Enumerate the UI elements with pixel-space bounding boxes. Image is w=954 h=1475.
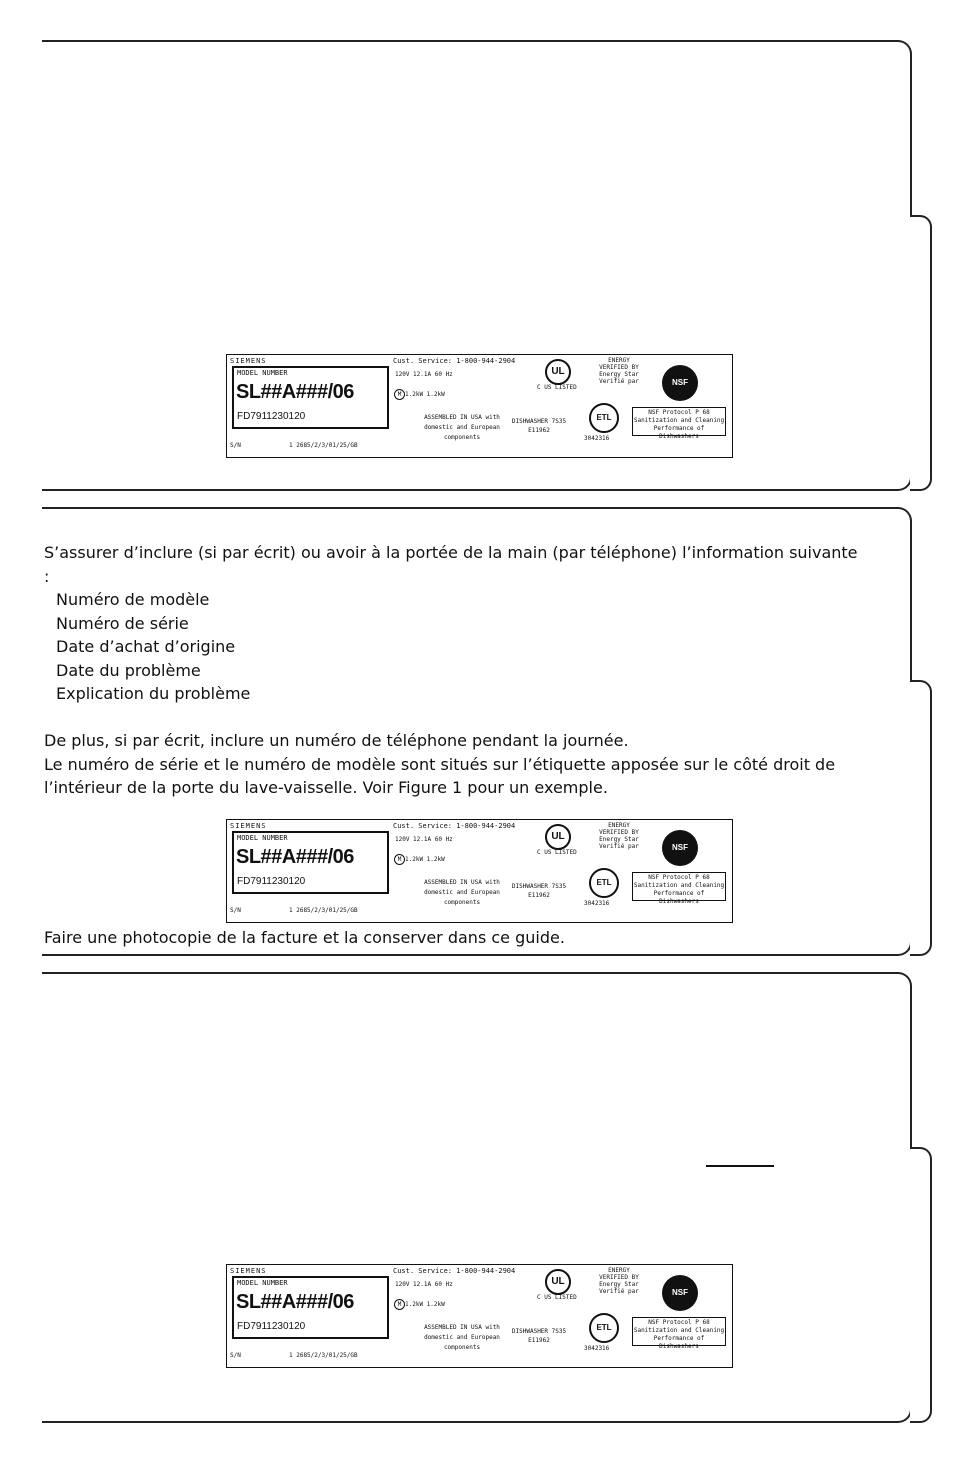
label-nsf-text: NSF Protocol P 68 Sanitization and Cleaning Performance of Dishwashers [633, 874, 725, 905]
photocopy-caption: Faire une photocopie de la facture et la conserver dans ce guide. [44, 928, 565, 947]
label-serial-label: S/N [230, 907, 241, 914]
blank-underline [706, 1165, 774, 1167]
label-model-box [232, 831, 389, 894]
label-etl-code: 3042316 [584, 1345, 610, 1352]
info-list [44, 588, 864, 706]
label-fd-number: FD7911230120 [237, 411, 306, 422]
list-item: Numéro de série [56, 613, 189, 633]
label-nsf-text: NSF Protocol P 68 Sanitization and Cleaning Performance of Dishwashers [633, 1319, 725, 1350]
label-energy: ENERGY VERIFIED BY Energy Star Verifié par [599, 822, 639, 850]
label-nsf-text: NSF Protocol P 68 Sanitization and Cleaning Performance of Dishwashers [633, 409, 725, 440]
label-customer-service: Cust. Service: 1-800-944-2904 [393, 822, 516, 830]
nsf-logo-icon: NSF [662, 365, 698, 401]
label-tested: DISHWASHER 7S35 E11962 [511, 418, 567, 434]
label-spec-line1: 120V 12.1A 60 Hz [395, 836, 453, 843]
label-tested: DISHWASHER 7S35 E11962 [511, 883, 567, 899]
label-customer-service: Cust. Service: 1-800-944-2904 [393, 357, 516, 365]
nsf-logo-icon: NSF [662, 830, 698, 866]
label-etl-code: 3042316 [584, 435, 610, 442]
etl-logo-icon: ETL [589, 868, 619, 898]
label-spec-line2: 1.2kW 1.2kW [405, 391, 445, 398]
label-model-number: SL##A###/06 [236, 846, 354, 868]
label-fd-number: FD7911230120 [237, 1321, 306, 1332]
rating-label-2 [226, 819, 733, 923]
rating-label-1 [226, 354, 733, 458]
ul-logo-icon: UL [545, 824, 571, 850]
label-customer-service: Cust. Service: 1-800-944-2904 [393, 1267, 516, 1275]
ul-logo-icon: UL [545, 359, 571, 385]
label-model-box [232, 366, 389, 429]
label-serial-label: S/N [230, 1352, 241, 1359]
label-assembly-notice: ASSEMBLED IN USA with domestic and European components [424, 1324, 500, 1351]
m-symbol-icon: M [394, 854, 405, 865]
label-serial-label: S/N [230, 442, 241, 449]
label-energy: ENERGY VERIFIED BY Energy Star Verifié par [599, 1267, 639, 1295]
label-brand: SIEMENS [230, 822, 267, 830]
etl-logo-icon: ETL [589, 1313, 619, 1343]
label-tested: DISHWASHER 7S35 E11962 [511, 1328, 567, 1344]
label-serial-code: 1 2685/2/3/01/25/GB [289, 1352, 358, 1359]
label-model-header: MODEL NUMBER [237, 1279, 288, 1287]
label-ul-listed: C US LISTED [537, 1294, 577, 1301]
label-etl-code: 3042316 [584, 900, 610, 907]
info-text-block [44, 541, 864, 800]
panel-top-tab [910, 215, 932, 491]
panel-bottom-tab [910, 1147, 932, 1423]
label-model-number: SL##A###/06 [236, 381, 354, 403]
label-brand: SIEMENS [230, 357, 267, 365]
panel-middle-tab [910, 680, 932, 956]
info-intro: S’assurer d’inclure (si par écrit) ou avoir à la portée de la main (par téléphone) l’information suivante : [44, 543, 858, 586]
label-serial-code: 1 2685/2/3/01/25/GB [289, 907, 358, 914]
m-symbol-icon: M [394, 1299, 405, 1310]
label-brand: SIEMENS [230, 1267, 267, 1275]
label-assembly-notice: ASSEMBLED IN USA with domestic and European components [424, 414, 500, 441]
label-model-header: MODEL NUMBER [237, 369, 288, 377]
label-ul-listed: C US LISTED [537, 384, 577, 391]
label-ul-listed: C US LISTED [537, 849, 577, 856]
label-model-header: MODEL NUMBER [237, 834, 288, 842]
m-symbol-icon: M [394, 389, 405, 400]
info-para-location: Le numéro de série et le numéro de modèle sont situés sur l’étiquette apposée sur le côté droit de l’intérieur de la porte du lave-vaisselle. Voir Figure 1 pour un exemple. [44, 754, 836, 797]
label-fd-number: FD7911230120 [237, 876, 306, 887]
ul-logo-icon: UL [545, 1269, 571, 1295]
label-spec-line2: 1.2kW 1.2kW [405, 856, 445, 863]
etl-logo-icon: ETL [589, 403, 619, 433]
list-item: Date d’achat d’origine [56, 637, 236, 656]
label-spec-line1: 120V 12.1A 60 Hz [395, 1281, 453, 1288]
rating-label-3 [226, 1264, 733, 1368]
nsf-logo-icon: NSF [662, 1275, 698, 1311]
label-assembly-notice: ASSEMBLED IN USA with domestic and European components [424, 879, 500, 906]
info-para-phone: De plus, si par écrit, inclure un numéro de téléphone pendant la journée. [44, 731, 629, 750]
label-spec-line1: 120V 12.1A 60 Hz [395, 371, 453, 378]
list-item: Numéro de modèle [56, 590, 210, 609]
list-item: Explication du problème [56, 684, 251, 703]
list-item: Date du problème [56, 660, 201, 680]
label-model-number: SL##A###/06 [236, 1291, 354, 1313]
label-model-box [232, 1276, 389, 1339]
label-spec-line2: 1.2kW 1.2kW [405, 1301, 445, 1308]
label-energy: ENERGY VERIFIED BY Energy Star Verifié par [599, 357, 639, 385]
label-serial-code: 1 2685/2/3/01/25/GB [289, 442, 358, 449]
